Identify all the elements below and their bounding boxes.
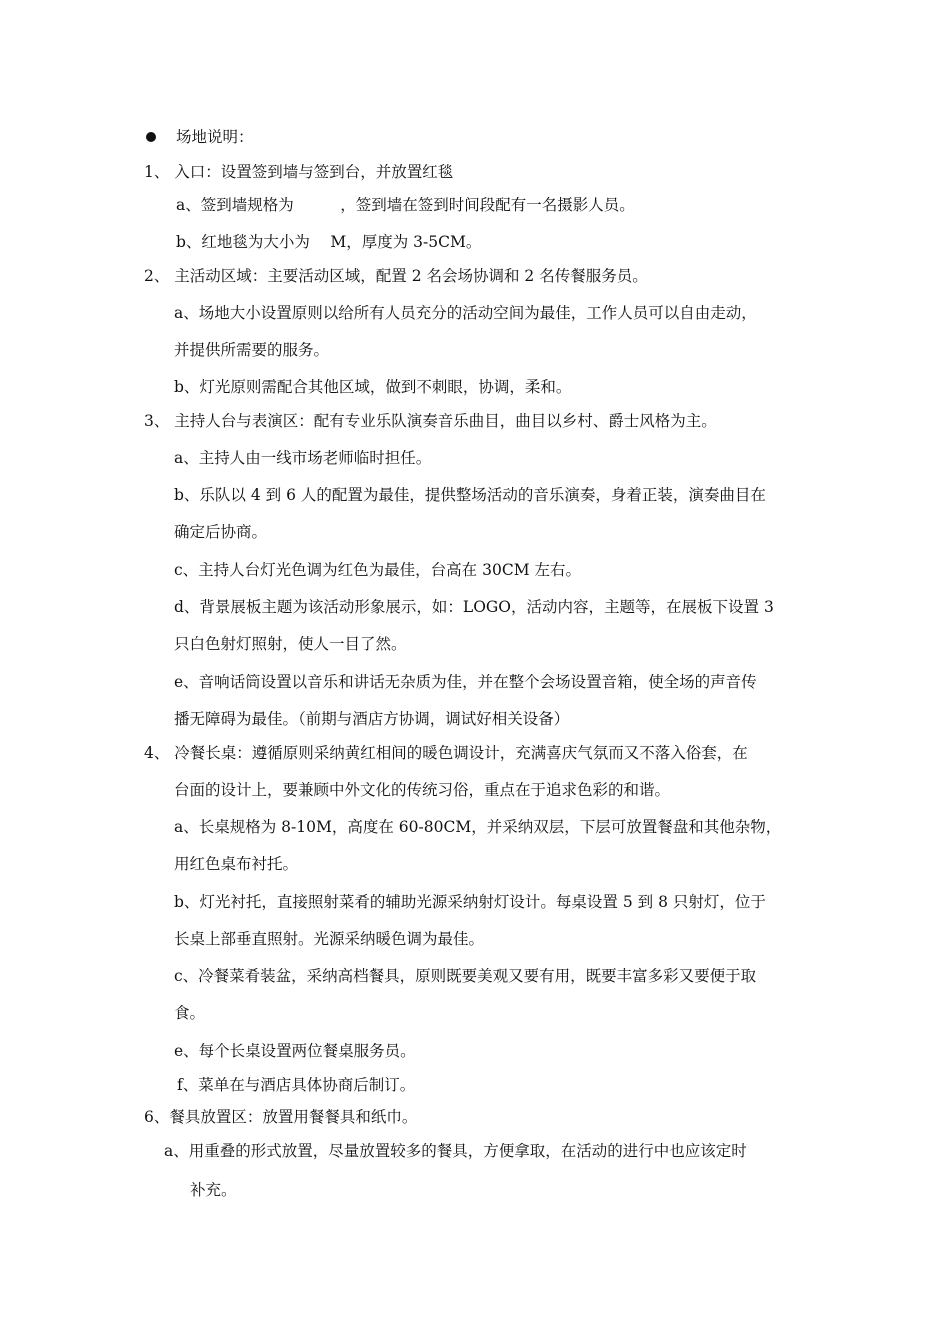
item-6a-line2: 补充。 xyxy=(190,1181,237,1199)
item-3c: c、主持人台灯光色调为红色为最佳，台高在 30CM 左右。 xyxy=(174,561,581,579)
item-3b-line1: b、乐队以 4 到 6 人的配置为最佳，提供整场活动的音乐演奏，身着正装，演奏曲目在 xyxy=(174,486,766,504)
item-1a: a、签到墙规格为 ，签到墙在签到时间段配有一名摄影人员。 xyxy=(176,196,635,214)
item-3d-line2: 只白色射灯照射，使人一目了然。 xyxy=(174,635,407,653)
item-4e: e、每个长桌设置两位餐桌服务员。 xyxy=(174,1042,416,1060)
item-2a-line1: a、场地大小设置原则以给所有人员充分的活动空间为最佳，工作人员可以自由走动， xyxy=(174,304,757,322)
item-4a-line2: 用红色桌布衬托。 xyxy=(174,855,299,873)
item-6-title: 6、餐具放置区：放置用餐餐具和纸巾。 xyxy=(144,1108,418,1126)
item-3e-line2: 播无障碍为最佳。（前期与酒店方协调，调试好相关设备） xyxy=(174,710,570,728)
item-3-title: 3、 主持人台与表演区：配有专业乐队演奏音乐曲目，曲目以乡村、爵士风格为主。 xyxy=(144,412,717,430)
item-1b: b、红地毯为大小为 M，厚度为 3-5CM。 xyxy=(176,233,482,251)
item-2-title: 2、 主活动区域：主要活动区域，配置 2 名会场协调和 2 名传餐服务员。 xyxy=(144,267,648,285)
item-2b: b、灯光原则需配合其他区域，做到不刺眼，协调，柔和。 xyxy=(174,378,572,396)
item-4b-line2: 长桌上部垂直照射。光源采纳暖色调为最佳。 xyxy=(174,930,485,948)
item-3b-line2: 确定后协商。 xyxy=(174,523,268,541)
item-4-title-line1: 4、 冷餐长桌：遵循原则采纳黄红相间的暖色调设计，充满喜庆气氛而又不落入俗套，在 xyxy=(144,744,748,762)
item-4-title-line2: 台面的设计上，要兼顾中外文化的传统习俗，重点在于追求色彩的和谐。 xyxy=(174,781,671,799)
item-1-title: 1、 入口：设置签到墙与签到台，并放置红毯 xyxy=(144,163,454,181)
item-4f: f、菜单在与酒店具体协商后制订。 xyxy=(177,1076,416,1094)
bullet-icon xyxy=(146,132,156,142)
section-heading: 场地说明： xyxy=(176,128,254,146)
item-4c-line1: c、冷餐菜肴装盆，采纳高档餐具，原则既要美观又要有用，既要丰富多彩又要便于取 xyxy=(174,967,757,985)
item-4b-line1: b、灯光衬托，直接照射菜肴的辅助光源采纳射灯设计。每桌设置 5 到 8 只射灯，位于 xyxy=(174,893,766,911)
item-4a-line1: a、长桌规格为 8-10M，高度在 60-80CM，并采纳双层，下层可放置餐盘和其他杂物， xyxy=(174,818,782,836)
item-4c-line2: 食。 xyxy=(174,1004,206,1022)
item-3e-line1: e、音响话筒设置以音乐和讲话无杂质为佳，并在整个会场设置音箱，使全场的声音传 xyxy=(174,673,757,691)
item-2a-line2: 并提供所需要的服务。 xyxy=(174,341,330,359)
item-3d-line1: d、背景展板主题为该活动形象展示，如：LOGO，活动内容，主题等，在展板下设置 3 xyxy=(174,598,774,616)
item-6a-line1: a、用重叠的形式放置，尽量放置较多的餐具，方便拿取，在活动的进行中也应该定时 xyxy=(164,1142,747,1160)
item-3a: a、主持人由一线市场老师临时担任。 xyxy=(174,449,432,467)
